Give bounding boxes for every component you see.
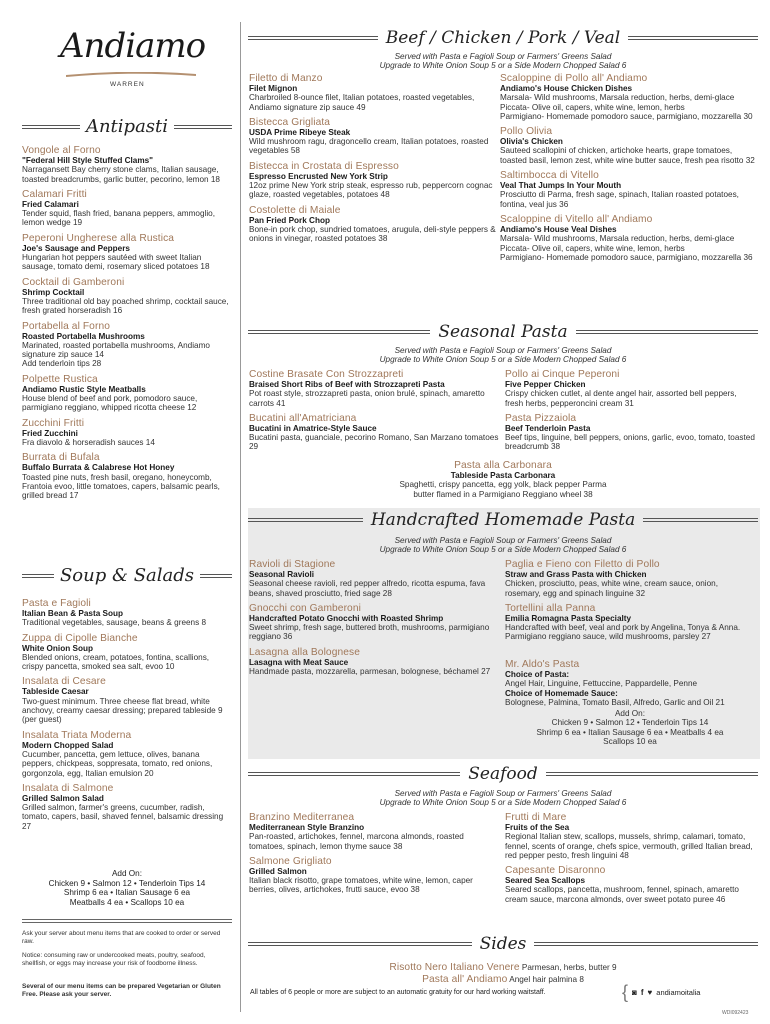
item-description: Seared scallops, pancetta, mushroom, fennel, spinach, amaretto cream sauce, marcona almonds, over sweet potato puree 46 <box>505 885 739 904</box>
heading-rule <box>174 125 232 129</box>
item-name: Scaloppine di Vitello all' Andiamo <box>500 213 653 225</box>
item-description: Traditional vegetables, sausage, beans & greens 8 <box>22 618 207 628</box>
item-name: Lasagna alla Bolognese <box>249 646 360 658</box>
seafood-right-list <box>505 812 755 909</box>
item-description: Seasonal cheese ravioli, red pepper alfredo, ricotta espuma, fava beans, shaved prosciutto, fried sage 28 <box>249 579 486 598</box>
menu-item <box>22 676 232 724</box>
item-description: Handmade pasta, mozzarella, parmesan, bolognese, béchamel 27 <box>249 667 491 677</box>
item-subtitle: Fruits of the Sea <box>505 823 570 832</box>
divider <box>22 919 232 920</box>
addon-line: Chicken 9 • Salmon 12 • Tenderloin Tips 14 <box>551 718 709 728</box>
item-subtitle: Beef Tenderloin Pasta <box>505 423 591 433</box>
item-subtitle: Joe's Sausage and Peppers <box>22 243 130 253</box>
item-subtitle: Seared Sea Scallops <box>505 876 586 886</box>
item-description: Fra diavolo & horseradish sauces 14 <box>22 437 155 447</box>
menu-item <box>22 189 232 228</box>
beef-left-list <box>249 73 499 249</box>
item-name: Insalata Triata Moderna <box>22 729 132 741</box>
seasonal-left-list <box>249 369 499 457</box>
heading-rule <box>248 36 378 40</box>
item-subtitle: Grilled Salmon Salad <box>22 793 104 803</box>
item-subtitle: Tableside Caesar <box>22 687 89 697</box>
served-note <box>248 346 758 365</box>
item-description: 12oz prime New York strip steak, espresso rub, peppercorn cognac glaze, roasted vegetables, potatoes 48 <box>249 181 493 200</box>
item-subtitle: Andiamo's House Chicken Dishes <box>500 84 633 93</box>
item-description: Sweet shrimp, fresh sage, buttered broth, mushrooms, parmigiano reggiano 36 <box>249 623 490 642</box>
item-description: Narragansett Bay cherry stone clams, Italian sausage, toasted breadcrumbs, garlic butter, pecorino, lemon 18 <box>22 165 220 184</box>
column-divider <box>240 22 241 1012</box>
heading-rule <box>248 518 363 522</box>
aldo-pasta-item <box>505 659 755 746</box>
item-subtitle: Shrimp Cocktail <box>22 287 85 297</box>
menu-item <box>500 170 755 209</box>
divider <box>22 922 232 923</box>
menu-item <box>22 783 232 831</box>
item-subtitle: Straw and Grass Pasta with Chicken <box>505 570 647 579</box>
served-line: Upgrade to White Onion Soup 5 or a Side Modern Chopped Salad 6 <box>379 798 627 808</box>
seafood-heading <box>248 764 758 784</box>
item-name: Saltimbocca di Vitello <box>500 170 599 182</box>
menu-item <box>249 205 499 244</box>
item-description: Bolognese, Palmina, Tomato Basil, Alfredo, Garlic and Oil 21 <box>505 697 725 707</box>
heading-rule <box>576 330 758 334</box>
menu-item <box>249 856 499 895</box>
raw-notice: Ask your server about menu items that are cooked to order or served raw. <box>22 930 221 945</box>
item-subtitle: Braised Short Ribs of Beef with Strozzapreti Pasta <box>249 380 445 389</box>
vegetarian-note: Several of our menu items can be prepared Vegetarian or Gluten Free. Please ask your server. <box>22 983 221 998</box>
menu-item <box>249 603 499 642</box>
item-description: Pan-roasted, artichokes, fennel, marcona almonds, roasted tomatoes, spinach, lemon thyme sauce 38 <box>249 832 464 851</box>
item-description: Wild mushroom ragu, dragoncello cream, Italian potatoes, roasted vegetables 58 <box>249 137 489 156</box>
menu-item <box>22 145 232 184</box>
item-description: Handcrafted with beef, veal and pork by Angelina, Tonya & Anna. Parmigiano reggiano sauce, wild mushrooms, parsley 27 <box>505 623 741 642</box>
brace-decoration: { <box>622 982 629 1002</box>
item-subtitle: Lasagna with Meat Sauce <box>249 657 349 667</box>
item-subtitle: Fried Zucchini <box>22 428 78 438</box>
menu-item <box>249 647 499 677</box>
item-name: Salmone Grigliato <box>249 855 332 867</box>
addon-line: Meatballs 4 ea • Scallops 10 ea <box>69 897 185 907</box>
social-name: andiamoitalia <box>656 987 701 997</box>
served-note <box>248 789 758 808</box>
item-description: Toasted pine nuts, fresh basil, oregano, honeycomb, Frantoia evoo, little tomatoes, capers, balsamic pearls, grilled bread 17 <box>22 472 220 501</box>
item-name: Paglia e Fieno con Filetto di Pollo <box>505 559 660 570</box>
served-line: Upgrade to White Onion Soup 5 or a Side Modern Chopped Salad 6 <box>379 61 627 71</box>
menu-item <box>249 413 499 452</box>
item-name: Filetto di Manzo <box>249 73 323 84</box>
item-subtitle: Andiamo Rustic Style Meatballs <box>22 384 146 394</box>
menu-item <box>505 413 755 452</box>
homemade-left-list <box>249 559 499 681</box>
item-name: Bistecca Grigliata <box>249 116 331 128</box>
item-name: Gnocchi con Gamberoni <box>249 602 361 614</box>
menu-item <box>249 812 499 851</box>
item-description: Chicken, prosciutto, peas, white wine, cream sauce, onion, rosemary, egg and spinach linguine 32 <box>505 579 718 598</box>
item-description: Marinated, roasted portabella mushrooms, Andiamo signature zip sauce 14 Add tenderloin tips 28 <box>22 340 210 369</box>
section-title: Beef / Chicken / Pork / Veal <box>385 28 621 48</box>
menu-item <box>22 374 232 413</box>
item-name: Zuppa di Cipolle Bianche <box>22 632 138 644</box>
item-subtitle: Fried Calamari <box>22 199 79 209</box>
item-subtitle: Tableside Pasta Carbonara <box>450 471 556 480</box>
item-description: Sauteed scallopini of chicken, artichoke hearts, grape tomatoes, toasted basil, lemon zest, white wine butter sauce, fresh pea risotto 32 <box>500 146 755 165</box>
twitter-icon: ♥ <box>647 987 653 997</box>
homemade-heading <box>248 510 758 530</box>
homemade-right-list <box>505 559 755 647</box>
served-line: Upgrade to White Onion Soup 5 or a Side Modern Chopped Salad 6 <box>379 355 627 365</box>
menu-item <box>22 321 232 369</box>
item-description: Tender squid, flash fried, banana peppers, ammoglio, lemon wedge 19 <box>22 209 215 228</box>
section-title: Soup & Salads <box>59 565 195 586</box>
item-name: Pasta all' Andiamo <box>422 974 508 985</box>
sides-heading <box>248 934 758 954</box>
addon-title: Add On: <box>111 869 143 878</box>
served-line: Served with Pasta e Fagioli Soup or Farmers' Greens Salad <box>394 52 612 61</box>
gratuity-notice: All tables of 6 people or more are subject to an automatic gratuity for our hard working waitstaff. <box>250 989 546 996</box>
menu-item <box>505 559 755 598</box>
item-description: Marsala- Wild mushrooms, Marsala reduction, herbs, demi-glace Piccata- Olive oil, capers, white wine, lemon, herbs Parmigiano- Homemade pomodoro sauce, parmigiano, mozzarella 36 <box>500 234 753 262</box>
item-subtitle: Modern Chopped Salad <box>22 740 114 750</box>
item-name: Costine Brasate Con Strozzapreti <box>249 369 404 380</box>
menu-item <box>500 214 755 262</box>
item-subtitle: Espresso Encrusted New York Strip <box>249 171 388 181</box>
antipasti-heading <box>22 116 232 137</box>
item-description: House blend of beef and pork, pomodoro sauce, parmigiano reggiano, whipped ricotta cheese 12 <box>22 394 198 413</box>
heading-rule <box>200 574 232 578</box>
section-title: Handcrafted Homemade Pasta <box>370 510 636 530</box>
item-description: Prosciutto di Parma, fresh sage, spinach, Italian roasted potatoes, fontina, veal jus 36 <box>500 190 739 209</box>
menu-item <box>249 369 499 408</box>
item-description: Angel Hair, Linguine, Fettuccine, Pappardelle, Penne <box>505 679 698 689</box>
item-description: Bucatini pasta, guanciale, pecorino Romano, San Marzano tomatoes 29 <box>249 433 499 452</box>
beef-right-list <box>500 73 755 267</box>
item-name: Frutti di Mare <box>505 812 567 823</box>
logo-location: WARREN <box>110 81 145 88</box>
served-note <box>248 536 758 555</box>
item-subtitle: Seasonal Ravioli <box>249 570 315 579</box>
item-name: Pasta alla Carbonara <box>454 460 552 471</box>
item-name: Pasta e Fagioli <box>22 598 91 609</box>
addon-line: Shrimp 6 ea • Italian Sausage 6 ea <box>63 888 191 897</box>
section-title: Sides <box>479 934 527 954</box>
served-line: Served with Pasta e Fagioli Soup or Farmers' Greens Salad <box>394 346 612 355</box>
item-subtitle: Emilia Romagna Pasta Specialty <box>505 613 632 623</box>
item-description: Regional Italian stew, scallops, mussels, shrimp, calamari, tomato, fennel, scents of orange, chefs spice, vermouth, grilled Italian bread, red pepper pesto, fresh linguini 48 <box>505 832 753 860</box>
instagram-icon: ◙ <box>632 987 637 997</box>
item-name: Insalata di Salmone <box>22 782 114 794</box>
item-description: Three traditional old bay poached shrimp, cocktail sauce, fresh grated horseradish 16 <box>22 296 229 316</box>
served-line: Served with Pasta e Fagioli Soup or Farmers' Greens Salad <box>394 536 612 545</box>
addon-line: Chicken 9 • Salmon 12 • Tenderloin Tips 14 <box>48 878 206 888</box>
menu-item <box>249 73 499 112</box>
served-line: Served with Pasta e Fagioli Soup or Farmers' Greens Salad <box>394 789 612 798</box>
item-description: Charbroiled 8-ounce filet, Italian potatoes, roasted vegetables, Andiamo signature zip sauce 49 <box>249 93 475 112</box>
item-name: Ravioli di Stagione <box>249 559 336 570</box>
heading-rule <box>248 942 472 946</box>
andiamo-logo <box>60 22 206 92</box>
logo-swoosh <box>66 72 196 78</box>
item-name: Risotto Nero Italiano Venere <box>389 962 520 973</box>
item-name: Peperoni Ungherese alla Rustica <box>22 232 175 244</box>
menu-item <box>249 117 499 156</box>
item-subtitle: Veal That Jumps In Your Mouth <box>500 181 622 191</box>
menu-item <box>500 126 755 165</box>
item-subtitle: Olivia's Chicken <box>500 137 563 147</box>
item-description: Cucumber, pancetta, gem lettuce, olives, banana peppers, chickpeas, soppresata, tomato, red onions, gorgonzola, egg, Italian emulsion 20 <box>22 749 213 778</box>
menu-item <box>505 369 755 408</box>
item-name: Burrata di Bufala <box>22 452 100 464</box>
menu-item <box>249 161 499 200</box>
item-description: Two-guest minimum. Three cheese flat bread, white anchovy, creamy caesar dressing; prepared tableside 9 (per guest) <box>22 696 223 725</box>
item-name: Insalata di Cesare <box>22 676 106 688</box>
item-description: Marsala- Wild mushrooms, Marsala reduction, herbs, demi-glace Piccata- Olive oil, capers, white wine, lemon, herbs Parmigiano- Homemade pomodoro sauce, parmigiano, mozzarella 30 <box>500 93 753 121</box>
item-subtitle: Handcrafted Potato Gnocchi with Roasted Shrimp <box>249 613 444 623</box>
seasonal-right-list <box>505 369 755 457</box>
item-name: Scaloppine di Pollo all' Andiamo <box>500 73 648 84</box>
item-subtitle: Italian Bean & Pasta Soup <box>22 609 124 618</box>
item-subtitle: Filet Mignon <box>249 84 298 93</box>
menu-item <box>22 233 232 272</box>
item-name: Capesante Disaronno <box>505 865 606 877</box>
heading-rule <box>643 518 758 522</box>
item-name: Bistecca in Crostata di Espresso <box>249 160 399 172</box>
item-description: Grilled salmon, farmer's greens, cucumber, radish, tomato, capers, basil, shaved fennel, balsamic dressing 27 <box>22 803 224 831</box>
item-name: Pasta Pizzaiola <box>505 412 577 424</box>
heading-rule <box>22 125 80 129</box>
salad-addons <box>22 869 232 907</box>
menu-item <box>22 633 232 672</box>
item-description: Italian black risotto, grape tomatoes, white wine, lemon, caper berries, olives, artichokes, frutti sauce, evoo 38 <box>249 876 473 895</box>
logo-wordmark: Andiamo <box>60 26 206 66</box>
item-subtitle: Andiamo's House Veal Dishes <box>500 224 617 234</box>
menu-item <box>22 730 232 778</box>
menu-item <box>22 452 232 500</box>
item-subtitle: Bucatini in Amatrice-Style Sauce <box>249 423 377 433</box>
heading-rule <box>248 330 430 334</box>
item-description: Parmesan, herbs, butter 9 <box>519 963 617 972</box>
item-subtitle: Choice of Homemade Sauce: <box>505 688 618 698</box>
social-handle <box>622 982 701 1002</box>
soup-salads-list <box>22 598 232 836</box>
item-subtitle: Pan Fried Pork Chop <box>249 215 330 225</box>
item-subtitle: Grilled Salmon <box>249 866 307 876</box>
item-name: Portabella al Forno <box>22 320 110 332</box>
section-title: Antipasti <box>85 116 169 137</box>
menu-item <box>500 73 755 121</box>
health-warning: Notice: consuming raw or undercooked meats, poultry, seafood, shellfish, or eggs may increase your risk of foodborne illness. <box>22 952 206 967</box>
menu-item <box>22 598 232 628</box>
item-subtitle: Five Pepper Chicken <box>505 380 586 389</box>
item-subtitle: Choice of Pasta: <box>505 670 570 679</box>
menu-item <box>505 865 755 904</box>
item-name: Pollo Olivia <box>500 126 553 138</box>
item-name: Zucchini Fritti <box>22 417 85 429</box>
item-description: Angel hair palmina 8 <box>507 975 584 984</box>
heading-rule <box>628 36 758 40</box>
item-name: Vongole al Forno <box>22 145 101 156</box>
menu-item <box>22 277 232 316</box>
item-description: Hungarian hot peppers sautéed with sweet Italian sausage, tomato demi, rosemary sliced potatoes 18 <box>22 253 210 272</box>
item-description: Spaghetti, crispy pancetta, egg yolk, black pepper Parma <box>399 480 607 490</box>
item-name: Tortellini alla Panna <box>505 602 596 614</box>
addon-line: Scallops 10 ea <box>603 737 657 747</box>
item-name: Costolette di Maiale <box>249 204 341 216</box>
item-description: Crispy chicken cutlet, al dente angel hair, assorted bell peppers, fresh herbs, pepperoncini cream 31 <box>505 389 737 408</box>
item-subtitle: Roasted Portabella Mushrooms <box>22 331 145 341</box>
menu-item <box>22 418 232 448</box>
menu-item <box>505 603 755 642</box>
section-title: Seasonal Pasta <box>438 322 568 342</box>
heading-rule <box>22 574 54 578</box>
beef-heading <box>248 28 758 48</box>
item-subtitle: "Federal Hill Style Stuffed Clams" <box>22 156 154 165</box>
heading-rule <box>546 772 758 776</box>
item-description: Pot roast style, strozzapreti pasta, onion brulé, spinach, amaretto carrots 41 <box>249 389 485 408</box>
item-subtitle: Buffalo Burrata & Calabrese Hot Honey <box>22 463 175 473</box>
soup-salads-heading <box>22 565 232 586</box>
heading-rule <box>534 942 758 946</box>
item-name: Bucatini all'Amatriciana <box>249 412 357 424</box>
item-name: Polpette Rustica <box>22 373 98 385</box>
item-description: Beef tips, linguine, bell peppers, onions, garlic, evoo, tomato, toasted breadcrumb 38 <box>505 433 755 452</box>
item-subtitle: Mediterranean Style Branzino <box>249 823 365 832</box>
menu-item <box>505 812 755 860</box>
served-line: Upgrade to White Onion Soup 5 or a Side Modern Chopped Salad 6 <box>379 545 627 555</box>
item-name: Pollo ai Cinque Peperoni <box>505 369 620 380</box>
served-note <box>248 52 758 71</box>
seafood-left-list <box>249 812 499 900</box>
item-description: Blended onions, cream, potatoes, fontina, scallions, crispy pancetta, smoked sea salt, evoo 10 <box>22 652 210 672</box>
item-subtitle: USDA Prime Ribeye Steak <box>249 127 351 137</box>
menu-code: WDI092423 <box>722 1010 749 1016</box>
carbonara-item <box>248 460 758 499</box>
seasonal-heading <box>248 322 758 342</box>
item-subtitle: White Onion Soup <box>22 643 93 653</box>
item-name: Calamari Fritti <box>22 188 87 200</box>
antipasti-list <box>22 145 232 505</box>
menu-item <box>249 559 499 598</box>
item-name: Cocktail di Gamberoni <box>22 276 125 288</box>
addon-title: Add On: <box>614 709 646 719</box>
section-title: Seafood <box>468 764 538 784</box>
item-name: Branzino Mediterranea <box>249 812 355 823</box>
item-description: Bone-in pork chop, sundried tomatoes, arugula, deli-style peppers & onions in vinegar, roasted potatoes 38 <box>249 224 496 244</box>
addon-line: Shrimp 6 ea • Italian Sausage 6 ea • Meatballs 4 ea <box>536 727 724 737</box>
item-description: butter flamed in a Parmigiano Reggiano wheel 38 <box>413 489 593 499</box>
item-name: Mr. Aldo's Pasta <box>505 659 580 670</box>
heading-rule <box>248 772 460 776</box>
facebook-icon: f <box>640 987 644 997</box>
